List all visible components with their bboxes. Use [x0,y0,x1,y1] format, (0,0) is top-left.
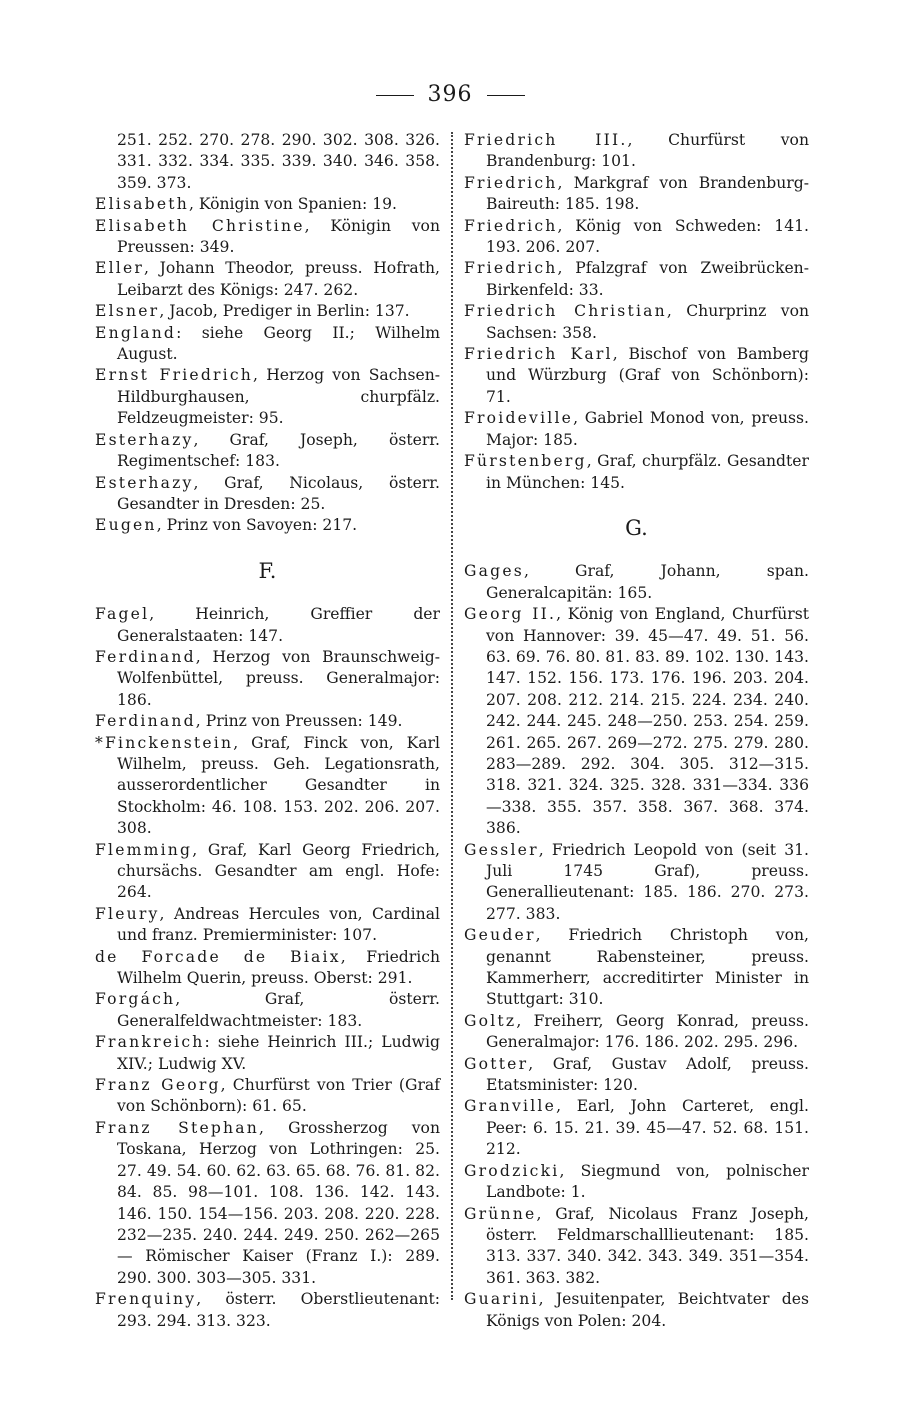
entry-text: , Friedrich Leopold von (seit 31. Juli 1745 Graf), preuss. Generallieutenant: 185. 186. 270. 273. 277. 383. [486,840,809,923]
index-entry [95,515,440,536]
entry-text: , Graf, Nicolaus, österr. Gesandter in Dresden: 25. [117,473,440,513]
entry-headword: Frankreich [95,1033,205,1052]
index-entry [95,365,440,429]
entry-text: , Graf, Finck von, Karl Wilhelm, preuss. Geh. Legationsrath, ausserordentlicher Gesandter in Stockholm: 46. 108. 153. 202. 206. 207. 308. [117,733,440,838]
entry-headword: Gages [464,562,524,581]
header-dash-right [487,95,525,96]
entry-headword: Franz Stephan [95,1118,260,1137]
entry-text: , Freiherr, Georg Konrad, preuss. Generalmajor: 176. 186. 202. 295. 296. [486,1011,809,1052]
index-entry [464,1054,809,1097]
index-entry [464,1096,809,1160]
entry-headword: Friedrich Karl [464,345,613,364]
entry-text: , König von Schweden: 141. 193. 206. 207. [486,216,809,257]
index-entry [95,604,440,647]
index-entry [95,1289,440,1332]
entry-text: , Herzog von Braunschweig-Wolfenbüttel, preuss. Generalmajor: 186. [117,647,440,709]
entry-text: , König von England, Churfürst von Hannover: 39. 45—47. 49. 51. 56. 63. 69. 76. 80. 81. 83. 89. 102. 130. 143. 147. 152. 156. 173. 176. 196. 203. 204. 207. 208. 212. 214. 215. 224. 234. 240. 242. 244. 245. 248—250. 253. 254. 259. 261. 265. 267. 269—272. 275. 279. 280. 283—289. 292. 304. 305. 312—315. 318. 321. 324. 325. 328. 331—334. 336—338. 355. 357. 358. 367. 368. 374. 386. [486,605,809,838]
index-entry [464,301,809,344]
index-entry [95,194,440,215]
entry-headword: Friedrich [464,259,558,278]
entry-headword: Eugen [95,516,157,535]
entry-text: , Prinz von Preussen: 149. [195,712,403,731]
index-entry-continuation [95,130,440,194]
entry-headword: Grodzicki [464,1161,560,1180]
entry-text: , Gabriel Monod von, preuss. Major: 185. [486,409,809,449]
entry-text: , Herzog von Sachsen-Hildburghausen, churpfälz. Feldzeugmeister: 95. [117,366,441,428]
index-entry [464,451,809,494]
index-column-left [95,130,440,1332]
entry-headword: Flemming [95,840,193,859]
index-entry [464,173,809,216]
entry-headword: Friedrich Christian [464,302,667,321]
index-entry [464,840,809,926]
entry-headword: Elisabeth Christine [95,216,305,235]
index-entry [464,1289,809,1332]
index-entry [95,1118,440,1289]
entry-text: , Heinrich, Greffier der Generalstaaten: 147. [117,605,440,645]
entry-headword: Georg II. [464,605,557,624]
entry-headword: Friedrich III. [464,131,628,149]
entry-headword: *Finckenstein [95,733,234,752]
index-entry [464,925,809,1011]
entry-text: , Earl, John Carteret, engl. Peer: 6. 15. 21. 39. 45—47. 52. 68. 151. 212. [486,1097,809,1159]
section-letter: F. [258,558,277,583]
entry-headword: Forgách [95,990,176,1009]
index-entry [464,258,809,301]
entry-text: , Markgraf von Brandenburg-Baireuth: 185. 198. [486,173,809,214]
entry-text: , Jesuitenpater, Beichtvater des Königs von Polen: 204. [486,1290,809,1330]
entry-text: , Graf, churpfälz. Gesandter in München: 145. [486,452,809,492]
entry-text: , österr. Oberstlieutenant: 293. 294. 313. 323. [117,1290,440,1330]
entry-headword: Ferdinand [95,647,196,666]
page-number: 396 [427,82,473,107]
entry-text: , Prinz von Savoyen: 217. [156,516,358,535]
entry-headword: Ferdinand [95,712,196,731]
entry-text: , Johann Theodor, preuss. Hofrath, Leibarzt des Königs: 247. 262. [117,259,440,299]
index-entry [464,1011,809,1054]
index-entry [464,561,809,604]
entry-text: , Graf, österr. Generalfeldwachtmeister: 183. [117,990,440,1030]
entry-headword: Fürstenberg [464,452,587,471]
entry-text: : siehe Georg II.; Wilhelm August. [117,323,440,364]
entry-headword: Friedrich [464,216,558,235]
entry-text: , Pfalzgraf von Zweibrücken-Birkenfeld: 33. [486,259,809,299]
entry-text: : siehe Heinrich III.; Ludwig XIV.; Ludwig XV. [117,1033,440,1073]
entry-text: , Andreas Hercules von, Cardinal und franz. Premierminister: 107. [117,904,440,945]
entry-headword: Esterhazy [95,430,194,449]
index-entry [95,216,440,259]
header-dash-left [376,95,414,96]
index-entry [95,840,440,904]
index-entry [95,473,440,516]
index-entry [464,1204,809,1290]
index-entry [95,647,440,711]
entry-headword: Gessler [464,840,539,859]
entry-text: , Churprinz von Sachsen: 358. [486,302,809,342]
index-entry [95,733,440,840]
index-entry [95,1075,440,1118]
index-entry [95,711,440,732]
entry-text: , Graf, Nicolaus Franz Joseph, österr. Feldmarschalllieutenant: 185. 313. 337. 340. 342. 343. 349. 351—354. 361. 363. 382. [486,1204,809,1287]
index-entry [464,344,809,408]
entry-headword: Elsner [95,302,160,321]
entry-headword: Ernst Friedrich [95,366,254,385]
index-entry [464,1161,809,1204]
index-entry [95,904,440,947]
entry-headword: Elisabeth [95,195,189,214]
index-entry [95,430,440,473]
entry-text: , Grossherzog von Toskana, Herzog von Lothringen: 25. 27. 49. 54. 60. 62. 63. 65. 68. 76. 81. 82. 84. 85. 98—101. 108. 136. 142. 143. 146. 150. 154—156. 203. 208. 220. 228. 232—235. 240. 244. 249. 250. 262—265 — Römischer Kaiser (Franz I.): 289. 290. 300. 303—305. 331. [117,1118,440,1287]
entry-headword: Granville [464,1097,557,1116]
index-entry [464,130,809,173]
section-letter: G. [625,515,648,540]
entry-headword: Goltz [464,1011,517,1030]
entry-text: , Siegmund von, polnischer Landbote: 1. [486,1161,809,1202]
page-number-header [0,82,900,107]
entry-headword: Fagel [95,605,150,624]
column-divider [451,132,453,1300]
index-column-right [464,130,809,1332]
index-entry [95,989,440,1032]
index-entry [95,323,440,366]
entry-headword: Grünne [464,1204,537,1223]
entry-text: , Friedrich Christoph von, genannt Rabensteiner, preuss. Kammerherr, accreditirter Minister in Stuttgart: 310. [486,926,809,1009]
entry-text: , Bischof von Bamberg und Würzburg (Graf von Schönborn): 71. [486,345,809,406]
entry-headword: Fleury [95,904,160,923]
entry-headword: Frenquiny [95,1290,197,1309]
entry-headword: Eller [95,259,145,278]
index-entry [464,604,809,839]
index-entry [95,947,440,990]
entry-text: , Graf, Johann, span. Generalcapitän: 165. [486,562,809,602]
index-entry [464,216,809,259]
entry-headword: de Forcade de Biaix [95,947,341,966]
entry-text: , Graf, Joseph, österr. Regimentschef: 183. [117,430,440,471]
entry-text: , Graf, Gustav Adolf, preuss. Etatsminister: 120. [486,1054,809,1095]
entry-headword: Franz Georg [95,1076,221,1095]
entry-text: , Königin von Spanien: 19. [188,195,397,214]
entry-headword: Geuder [464,926,536,945]
entry-headword: Froideville [464,409,574,428]
index-entry [95,301,440,322]
entry-headword: Friedrich [464,173,558,192]
index-entry [95,1032,440,1075]
entry-text: , Königin von Preussen: 349. [117,216,440,257]
index-entry [95,258,440,301]
entry-headword: Gotter [464,1054,529,1073]
entry-text: , Churfürst von Trier (Graf von Schönborn): 61. 65. [117,1076,440,1116]
entry-headword: Guarini [464,1290,539,1309]
index-entry [464,408,809,451]
entry-text: , Graf, Karl Georg Friedrich, chursächs. Gesandter am engl. Hofe: 264. [117,840,440,902]
entry-headword: England [95,323,177,342]
entry-text: , Jacob, Prediger in Berlin: 137. [159,302,410,321]
entry-text: 251. 252. 270. 278. 290. 302. 308. 326. 331. 332. 334. 335. 339. 340. 346. 358. 359. 373. [117,131,440,192]
entry-text: , Friedrich Wilhelm Querin, preuss. Oberst: 291. [117,947,441,988]
entry-headword: Esterhazy [95,473,194,492]
entry-text: , Churfürst von Brandenburg: 101. [486,131,809,171]
